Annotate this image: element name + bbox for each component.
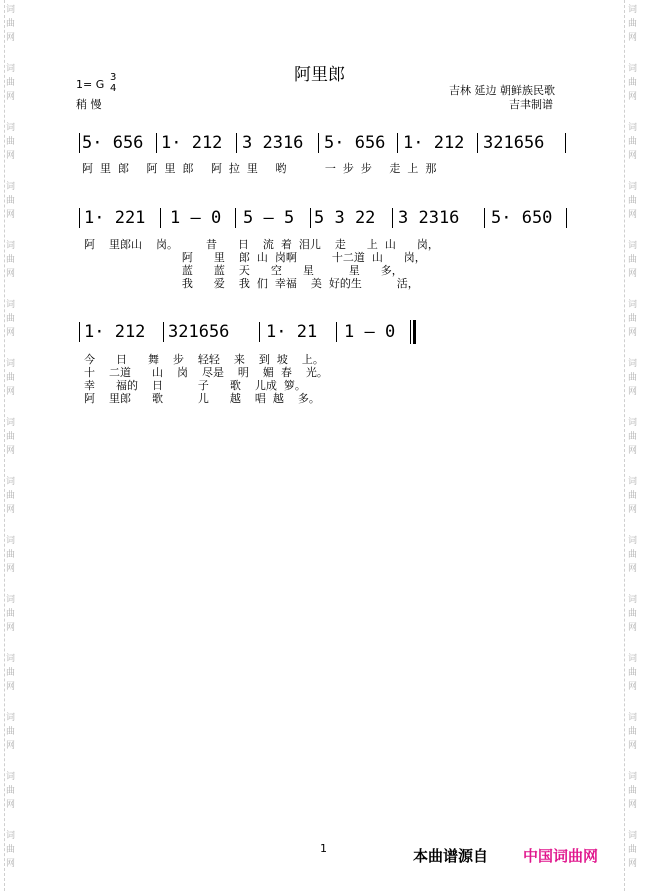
watermark-char: 曲 (6, 786, 16, 796)
time-signature-bottom: 4 (110, 83, 117, 94)
watermark-char: 网 (6, 151, 16, 161)
watermark-char: 词 (6, 654, 16, 664)
watermark-stamp (6, 63, 15, 105)
watermark-char: 网 (6, 210, 16, 220)
watermark-stamp (628, 594, 637, 636)
watermark-char: 词 (6, 595, 16, 605)
watermark-char: 词 (6, 831, 16, 841)
key-signature: 1= G (76, 78, 105, 91)
watermark-char: 词 (628, 300, 638, 310)
watermark-stamp (628, 122, 637, 164)
watermark-char: 曲 (628, 727, 638, 737)
watermark-char: 曲 (6, 845, 16, 855)
watermark-char: 曲 (6, 491, 16, 501)
watermark-stamp (6, 417, 15, 459)
watermark-char: 曲 (628, 314, 638, 324)
watermark-stamp (628, 830, 637, 872)
watermark-char: 曲 (628, 550, 638, 560)
watermark-stamp (628, 63, 637, 105)
watermark-char: 网 (628, 623, 638, 633)
watermark-char: 曲 (6, 314, 16, 324)
watermark-char: 曲 (628, 78, 638, 88)
watermark-stamp (628, 535, 637, 577)
watermark-char: 词 (628, 123, 638, 133)
watermark-char: 网 (628, 741, 638, 751)
watermark-char: 曲 (6, 255, 16, 265)
watermark-char: 词 (628, 359, 638, 369)
watermark-char: 网 (6, 741, 16, 751)
watermark-char: 词 (6, 5, 16, 15)
measure: 1 — 0 (170, 208, 222, 228)
lyric-line: 幸 福的 日 子 歌 儿成 箩。 (84, 379, 306, 392)
measure: 1· 212 (403, 133, 465, 153)
watermark-char: 曲 (6, 196, 16, 206)
barline (565, 133, 566, 153)
lyric-line: 蓝 蓝 天 空 星 星 多， (84, 264, 403, 277)
watermark-stamp (628, 476, 637, 518)
watermark-stamp (6, 653, 15, 695)
watermark-char: 网 (6, 564, 16, 574)
watermark-char: 网 (628, 800, 638, 810)
watermark-char: 网 (628, 387, 638, 397)
watermark-stamp (6, 240, 15, 282)
watermark-char: 词 (628, 536, 638, 546)
watermark-char: 曲 (628, 609, 638, 619)
measure: 1· 21 (266, 322, 318, 342)
watermark-char: 曲 (628, 19, 638, 29)
measure: 321656 (168, 322, 230, 342)
barline (318, 133, 319, 153)
watermark-char: 网 (6, 387, 16, 397)
watermark-char: 词 (628, 654, 638, 664)
left-border (4, 0, 5, 891)
barline (397, 133, 398, 153)
watermark-char: 曲 (628, 491, 638, 501)
barline (79, 208, 80, 228)
barline (477, 133, 478, 153)
barline (79, 322, 80, 342)
watermark-char: 网 (6, 623, 16, 633)
watermark-char: 曲 (6, 668, 16, 678)
barline (163, 322, 164, 342)
barline (566, 208, 567, 228)
barline (235, 208, 236, 228)
watermark-stamp (6, 771, 15, 813)
watermark-char: 网 (628, 505, 638, 515)
watermark-char: 词 (628, 477, 638, 487)
watermark-char: 网 (628, 210, 638, 220)
watermark-char: 曲 (6, 373, 16, 383)
barline (310, 208, 311, 228)
watermark-stamp (6, 4, 15, 46)
watermark-char: 网 (6, 859, 16, 869)
watermark-char: 网 (6, 92, 16, 102)
watermark-char: 网 (6, 33, 16, 43)
watermark-char: 词 (6, 64, 16, 74)
watermark-stamp (6, 830, 15, 872)
watermark-char: 词 (6, 241, 16, 251)
measure: 5· 656 (82, 133, 144, 153)
watermark-char: 曲 (6, 78, 16, 88)
watermark-stamp (6, 476, 15, 518)
watermark-char: 网 (6, 446, 16, 456)
watermark-char: 词 (628, 241, 638, 251)
watermark-char: 网 (628, 564, 638, 574)
final-barline-thick (413, 320, 416, 344)
watermark-char: 曲 (628, 668, 638, 678)
watermark-char: 网 (6, 682, 16, 692)
barline (336, 322, 337, 342)
watermark-char: 词 (628, 595, 638, 605)
watermark-char: 曲 (628, 255, 638, 265)
watermark-stamp (628, 771, 637, 813)
page-title: 阿里郎 (294, 65, 345, 85)
watermark-char: 网 (628, 328, 638, 338)
lyric-line: 阿 里郎 歌 儿 越 唱 越 多。 (84, 392, 320, 405)
watermark-stamp (6, 712, 15, 754)
barline (79, 133, 80, 153)
watermark-stamp (6, 594, 15, 636)
watermark-stamp (628, 417, 637, 459)
watermark-char: 网 (628, 269, 638, 279)
watermark-char: 词 (6, 713, 16, 723)
watermark-char: 词 (6, 772, 16, 782)
watermark-char: 网 (628, 682, 638, 692)
barline (156, 133, 157, 153)
watermark-char: 曲 (628, 432, 638, 442)
barline (484, 208, 485, 228)
lyric-line: 今 日 舞 步 轻轻 来 到 坡 上。 (84, 353, 324, 366)
watermark-char: 网 (6, 505, 16, 515)
watermark-char: 网 (628, 33, 638, 43)
barline (160, 208, 161, 228)
lyric-line: 阿 里郎山 岗。 昔 日 流 着 泪儿 走 上 山 岗， (84, 238, 439, 251)
watermark-stamp (6, 358, 15, 400)
watermark-char: 网 (628, 92, 638, 102)
final-barline (410, 320, 411, 344)
measure: 3 2316 (242, 133, 304, 153)
watermark-char: 曲 (6, 550, 16, 560)
watermark-stamp (628, 358, 637, 400)
watermark-char: 词 (6, 359, 16, 369)
watermark-char: 词 (6, 182, 16, 192)
watermark-char: 词 (6, 418, 16, 428)
watermark-char: 词 (6, 536, 16, 546)
watermark-char: 词 (628, 418, 638, 428)
lyric-line: 阿 里 郎 阿 里 郎 阿 拉 里 哟 一 步 步 走 上 那 (82, 162, 437, 175)
watermark-stamp (628, 240, 637, 282)
tempo-marking: 稍 慢 (76, 98, 102, 111)
watermark-char: 曲 (6, 19, 16, 29)
watermark-char: 曲 (6, 609, 16, 619)
watermark-char: 曲 (6, 727, 16, 737)
watermark-char: 词 (628, 713, 638, 723)
measure: 3 2316 (398, 208, 460, 228)
lyric-line: 我 爱 我 们 幸福 美 好的生 活， (84, 277, 419, 290)
source-label: 本曲谱源自 (413, 847, 489, 865)
watermark-char: 曲 (628, 137, 638, 147)
watermark-char: 曲 (628, 845, 638, 855)
watermark-char: 网 (6, 800, 16, 810)
watermark-char: 词 (6, 123, 16, 133)
site-name-link[interactable]: 中国词曲网 (523, 847, 599, 865)
watermark-stamp (628, 653, 637, 695)
measure: 321656 (483, 133, 545, 153)
measure: 5 — 5 (243, 208, 295, 228)
barline (259, 322, 260, 342)
watermark-char: 曲 (6, 432, 16, 442)
watermark-char: 曲 (628, 786, 638, 796)
watermark-char: 曲 (6, 137, 16, 147)
watermark-stamp (628, 4, 637, 46)
watermark-stamp (6, 122, 15, 164)
right-border (624, 0, 625, 891)
watermark-char: 网 (6, 328, 16, 338)
page-number: 1 (320, 842, 327, 855)
watermark-stamp (6, 535, 15, 577)
watermark-char: 词 (628, 182, 638, 192)
watermark-char: 词 (6, 300, 16, 310)
measure: 1· 212 (84, 322, 146, 342)
arranger-credit: 吉聿制谱 (509, 98, 553, 111)
watermark-char: 曲 (628, 196, 638, 206)
watermark-stamp (628, 181, 637, 223)
lyric-line: 十 二道 山 岗 尽是 明 媚 春 光。 (84, 366, 328, 379)
measure: 1· 221 (84, 208, 146, 228)
measure: 5 3 22 (314, 208, 376, 228)
barline (392, 208, 393, 228)
watermark-char: 词 (628, 64, 638, 74)
watermark-char: 词 (6, 477, 16, 487)
watermark-stamp (628, 299, 637, 341)
watermark-char: 网 (628, 151, 638, 161)
barline (236, 133, 237, 153)
watermark-char: 网 (628, 446, 638, 456)
watermark-char: 网 (628, 859, 638, 869)
measure: 1 — 0 (344, 322, 396, 342)
watermark-stamp (6, 299, 15, 341)
measure: 1· 212 (161, 133, 223, 153)
measure: 5· 650 (491, 208, 553, 228)
watermark-char: 词 (628, 5, 638, 15)
lyric-line: 阿 里 郎 山 岗啊 十二道 山 岗， (84, 251, 426, 264)
measure: 5· 656 (324, 133, 386, 153)
watermark-char: 网 (6, 269, 16, 279)
watermark-char: 词 (628, 831, 638, 841)
song-origin: 吉林 延边 朝鲜族民歌 (449, 84, 555, 97)
watermark-char: 词 (628, 772, 638, 782)
time-signature-top: 3 (110, 72, 117, 83)
watermark-char: 曲 (628, 373, 638, 383)
watermark-stamp (628, 712, 637, 754)
watermark-stamp (6, 181, 15, 223)
